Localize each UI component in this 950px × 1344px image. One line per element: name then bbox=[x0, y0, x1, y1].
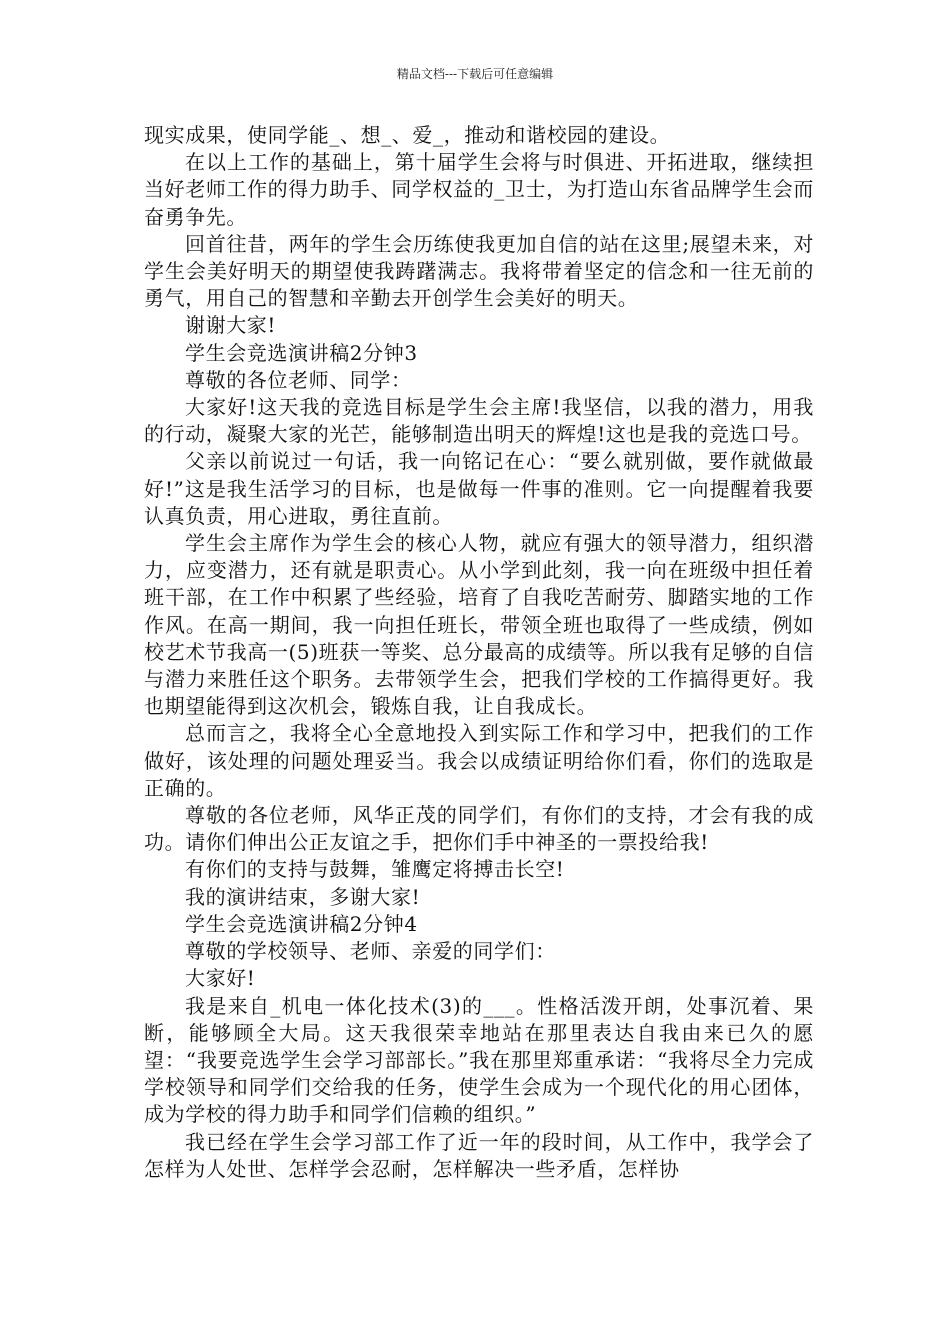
document-body bbox=[144, 122, 814, 1183]
paragraph: 父亲以前说过一句话，我一向铭记在心：“要么就别做，要作就做最好!”这是我生活学习的目标，也是做每一件事的准则。它一向提醒着我要认真负责，用心进取，勇往直前。 bbox=[144, 449, 814, 528]
paragraph: 学生会主席作为学生会的核心人物，就应有强大的领导潜力，组织潜力，应变潜力，还有就是职责心。从小学到此刻，我一向在班级中担任着班干部，在工作中积累了些经验，培育了自我吃苦耐劳、脚踏实地的工作作风。在高一期间，我一向担任班长，带领全班也取得了一些成绩，例如校艺术节我高一(5)班获一等奖、总分最高的成绩等。所以我有足够的自信与潜力来胜任这个职务。去带领学生会，把我们学校的工作搞得更好。我也期望能得到这次机会，锻炼自我，让自我成长。 bbox=[144, 531, 814, 719]
paragraph: 大家好! bbox=[185, 966, 256, 991]
paragraph: 现实成果，使同学能_、想_、爱_，推动和谐校园的建设。 bbox=[144, 123, 671, 147]
paragraph: 在以上工作的基础上，第十届学生会将与时俱进、开拓进取，继续担当好老师工作的得力助手、同学权益的_卫士，为打造山东省品牌学生会而奋勇争先。 bbox=[144, 150, 814, 229]
paragraph: 我是来自_机电一体化技术(3)的___。性格活泼开朗，处事沉着、果断，能够顾全大局。这天我很荣幸地站在那里表达自我由来已久的愿望：“我要竞选学生会学习部部长。”我在那里郑重承诺：“我将尽全力完成学校领导和同学们交给我的任务，使学生会成为一个现代化的用心团体，成为学校的得力助手和同学们信赖的组织。” bbox=[144, 993, 814, 1127]
salutation: 尊敬的学校领导、老师、亲爱的同学们： bbox=[185, 939, 556, 964]
paragraph: 回首往昔，两年的学生会历练使我更加自信的站在这里;展望未来，对学生会美好明天的期望使我踌躇满志。我将带着坚定的信念和一往无前的勇气，用自己的智慧和辛勤去开创学生会美好的明天。 bbox=[144, 231, 814, 311]
paragraph: 我已经在学生会学习部工作了近一年的段时间，从工作中，我学会了怎样为人处世、怎样学会忍耐，怎样解决一些矛盾，怎样协 bbox=[144, 1129, 814, 1181]
section-heading: 学生会竞选演讲稿2分钟3 bbox=[185, 340, 418, 365]
paragraph: 大家好!这天我的竞选目标是学生会主席!我坚信，以我的潜力，用我的行动，凝聚大家的光芒，能够制造出明天的辉煌!这也是我的竞选口号。 bbox=[144, 395, 814, 447]
paragraph: 有你们的支持与鼓舞，雏鹰定将搏击长空! bbox=[185, 857, 565, 882]
section-heading: 学生会竞选演讲稿2分钟4 bbox=[185, 911, 418, 936]
paragraph: 我的演讲结束，多谢大家! bbox=[185, 884, 421, 909]
paragraph: 总而言之，我将全心全意地投入到实际工作和学习中，把我们的工作做好，该处理的问题处理妥当。我会以成绩证明给你们看，你们的选取是正确的。 bbox=[144, 721, 814, 800]
paragraph: 谢谢大家! bbox=[185, 313, 277, 338]
page-header: 精品文档---下载后可任意编辑 bbox=[396, 67, 554, 81]
salutation: 尊敬的各位老师、同学： bbox=[185, 367, 412, 392]
paragraph: 尊敬的各位老师，风华正茂的同学们，有你们的支持，才会有我的成功。请你们伸出公正友谊之手，把你们手中神圣的一票投给我! bbox=[144, 803, 814, 855]
